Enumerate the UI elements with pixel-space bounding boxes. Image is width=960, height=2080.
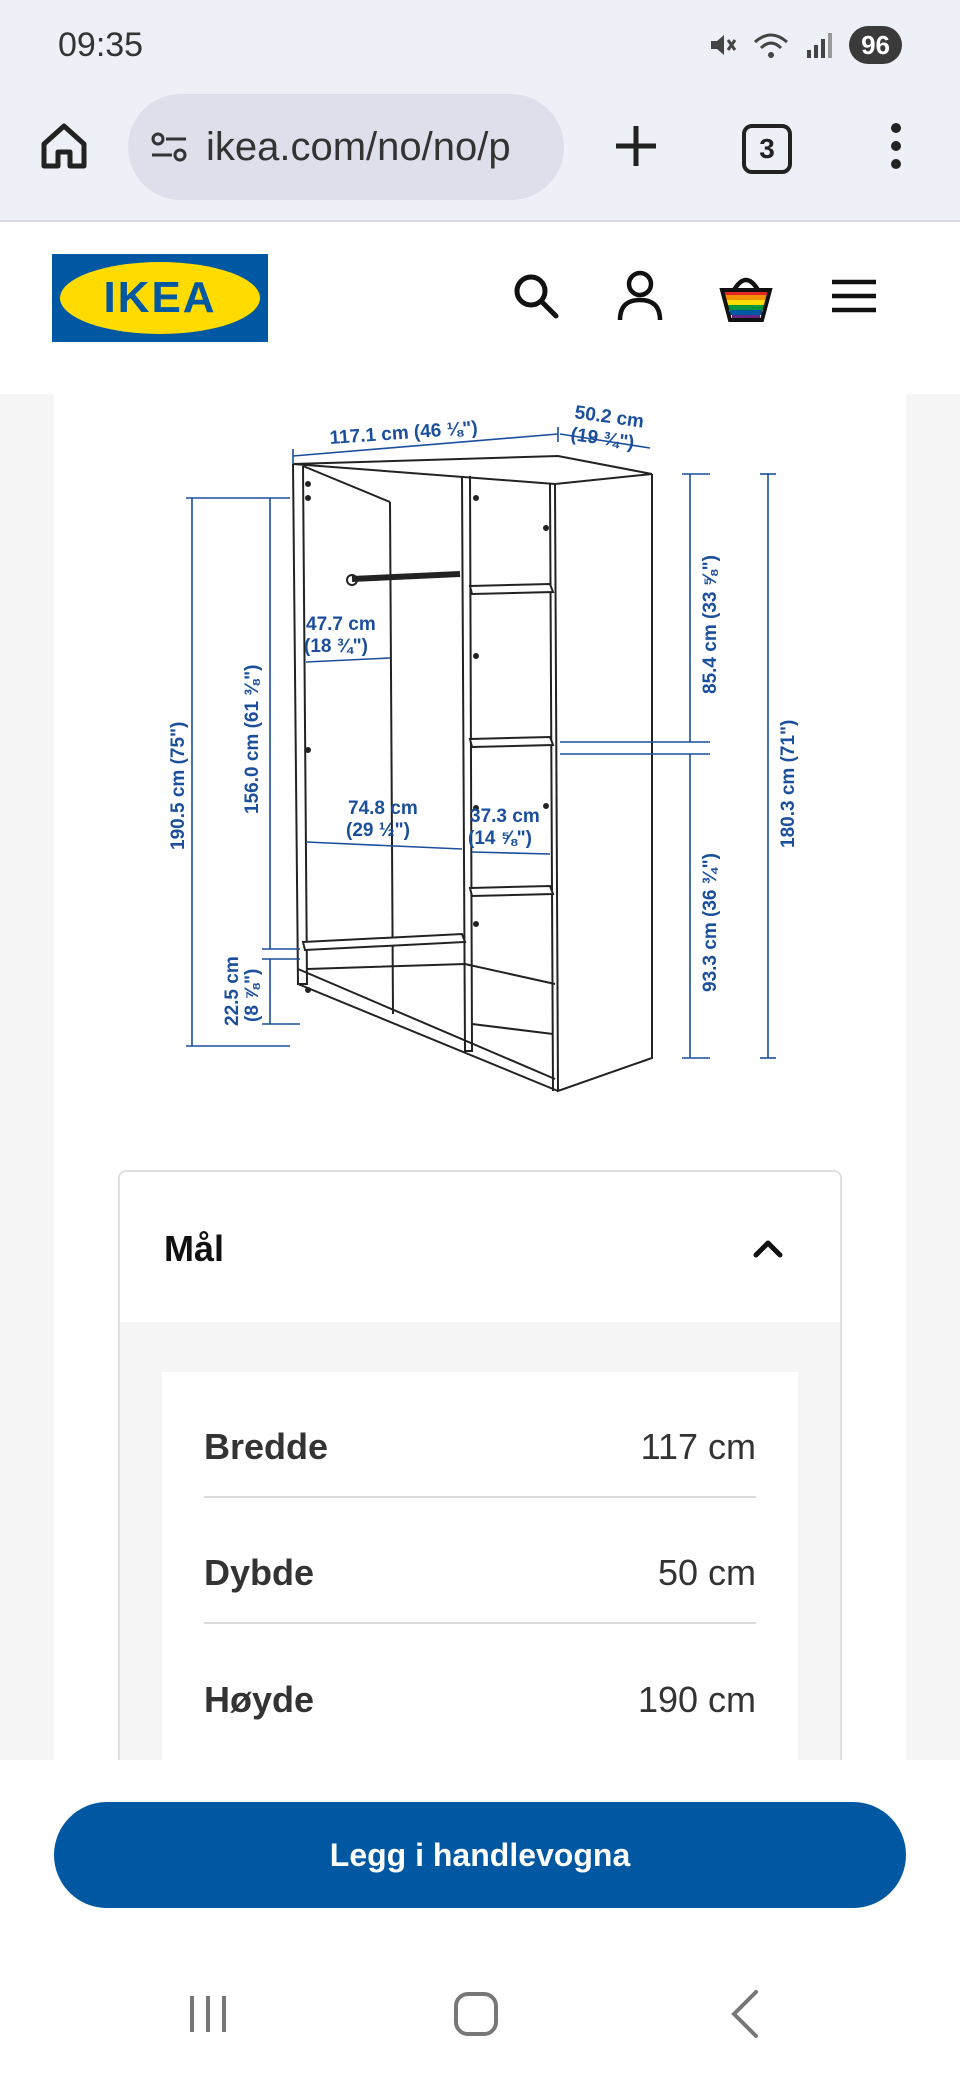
mute-icon	[707, 30, 737, 60]
wardrobe-drawing	[293, 456, 652, 1091]
dimension-row	[204, 1498, 756, 1624]
site-settings-icon[interactable]	[148, 125, 192, 169]
browser-toolbar	[0, 92, 960, 222]
dimension-label: Dybde	[204, 1552, 315, 1593]
accordion-body	[120, 1322, 840, 1760]
dimension-labels	[168, 402, 799, 1026]
label-rail-width-cm: 47.7 cm	[306, 614, 376, 635]
dimensions-accordion	[118, 1170, 842, 1760]
label-left-width-in: (29 ½")	[346, 820, 410, 841]
label-height-left: 190.5 cm (75")	[168, 721, 189, 850]
label-left-width-cm: 74.8 cm	[348, 798, 418, 819]
label-bottom-height-cm: 22.5 cm	[222, 956, 243, 1026]
label-depth-top-cm: 50.2 cm	[573, 402, 646, 433]
wardrobe-dimension-diagram	[150, 394, 810, 1114]
dimension-value: 117 cm	[640, 1426, 756, 1467]
url-text[interactable]: ikea.com/no/no/p	[206, 124, 511, 169]
recent-apps-icon[interactable]	[178, 1984, 238, 2044]
label-right-width-cm: 37.3 cm	[470, 806, 540, 827]
dimension-row	[204, 1624, 756, 1750]
address-bar[interactable]	[128, 94, 564, 200]
system-navigation-bar	[0, 1940, 960, 2080]
dimension-label: Bredde	[204, 1426, 329, 1467]
dimension-value: 190 cm	[637, 1679, 756, 1720]
logo-text: IKEA	[103, 273, 217, 322]
dimension-label: Høyde	[204, 1679, 315, 1720]
new-tab-icon[interactable]	[608, 118, 664, 174]
hamburger-menu-icon[interactable]	[824, 266, 884, 326]
accordion-title[interactable]: Mål	[164, 1228, 225, 1269]
label-width-top: 117.1 cm (46 ⅛")	[328, 417, 479, 449]
label-right-width-in: (14 ⅝")	[468, 828, 532, 849]
label-inner-height: 156.0 cm (61 ⅜")	[242, 664, 263, 814]
shopping-basket-icon[interactable]	[716, 266, 776, 326]
label-bottom-height-in: (8 ⅞")	[242, 968, 263, 1022]
add-to-cart-button[interactable]: Legg i handlevogna	[54, 1802, 906, 1908]
label-upper-right: 85.4 cm (33 ⅝")	[700, 555, 721, 694]
search-icon[interactable]	[506, 266, 566, 326]
back-icon[interactable]	[716, 1984, 776, 2044]
label-depth-top-in: (19 ¾")	[569, 424, 636, 454]
dimensions-table	[162, 1372, 798, 1760]
label-lower-right: 93.3 cm (36 ¾")	[700, 853, 721, 992]
signal-icon	[805, 30, 835, 60]
accordion-header[interactable]	[120, 1172, 840, 1322]
status-icons	[707, 26, 902, 64]
user-profile-icon[interactable]	[610, 266, 670, 326]
site-header	[0, 222, 960, 394]
wifi-icon	[751, 30, 791, 60]
tab-switcher-button[interactable]: 3	[742, 124, 792, 174]
add-to-cart-bar	[0, 1760, 960, 1940]
status-bar	[0, 0, 960, 92]
chevron-up-icon[interactable]	[748, 1228, 788, 1268]
label-rail-width-in: (18 ¾")	[304, 636, 368, 657]
home-nav-icon[interactable]	[446, 1984, 506, 2044]
more-options-icon[interactable]	[876, 118, 916, 174]
label-total-right: 180.3 cm (71")	[778, 719, 799, 848]
dimension-row	[204, 1372, 756, 1498]
home-icon[interactable]	[36, 118, 92, 174]
status-time: 09:35	[58, 26, 144, 64]
dimension-value: 50 cm	[657, 1552, 756, 1593]
battery-indicator: 96	[849, 26, 902, 64]
ikea-logo[interactable]	[52, 254, 268, 342]
